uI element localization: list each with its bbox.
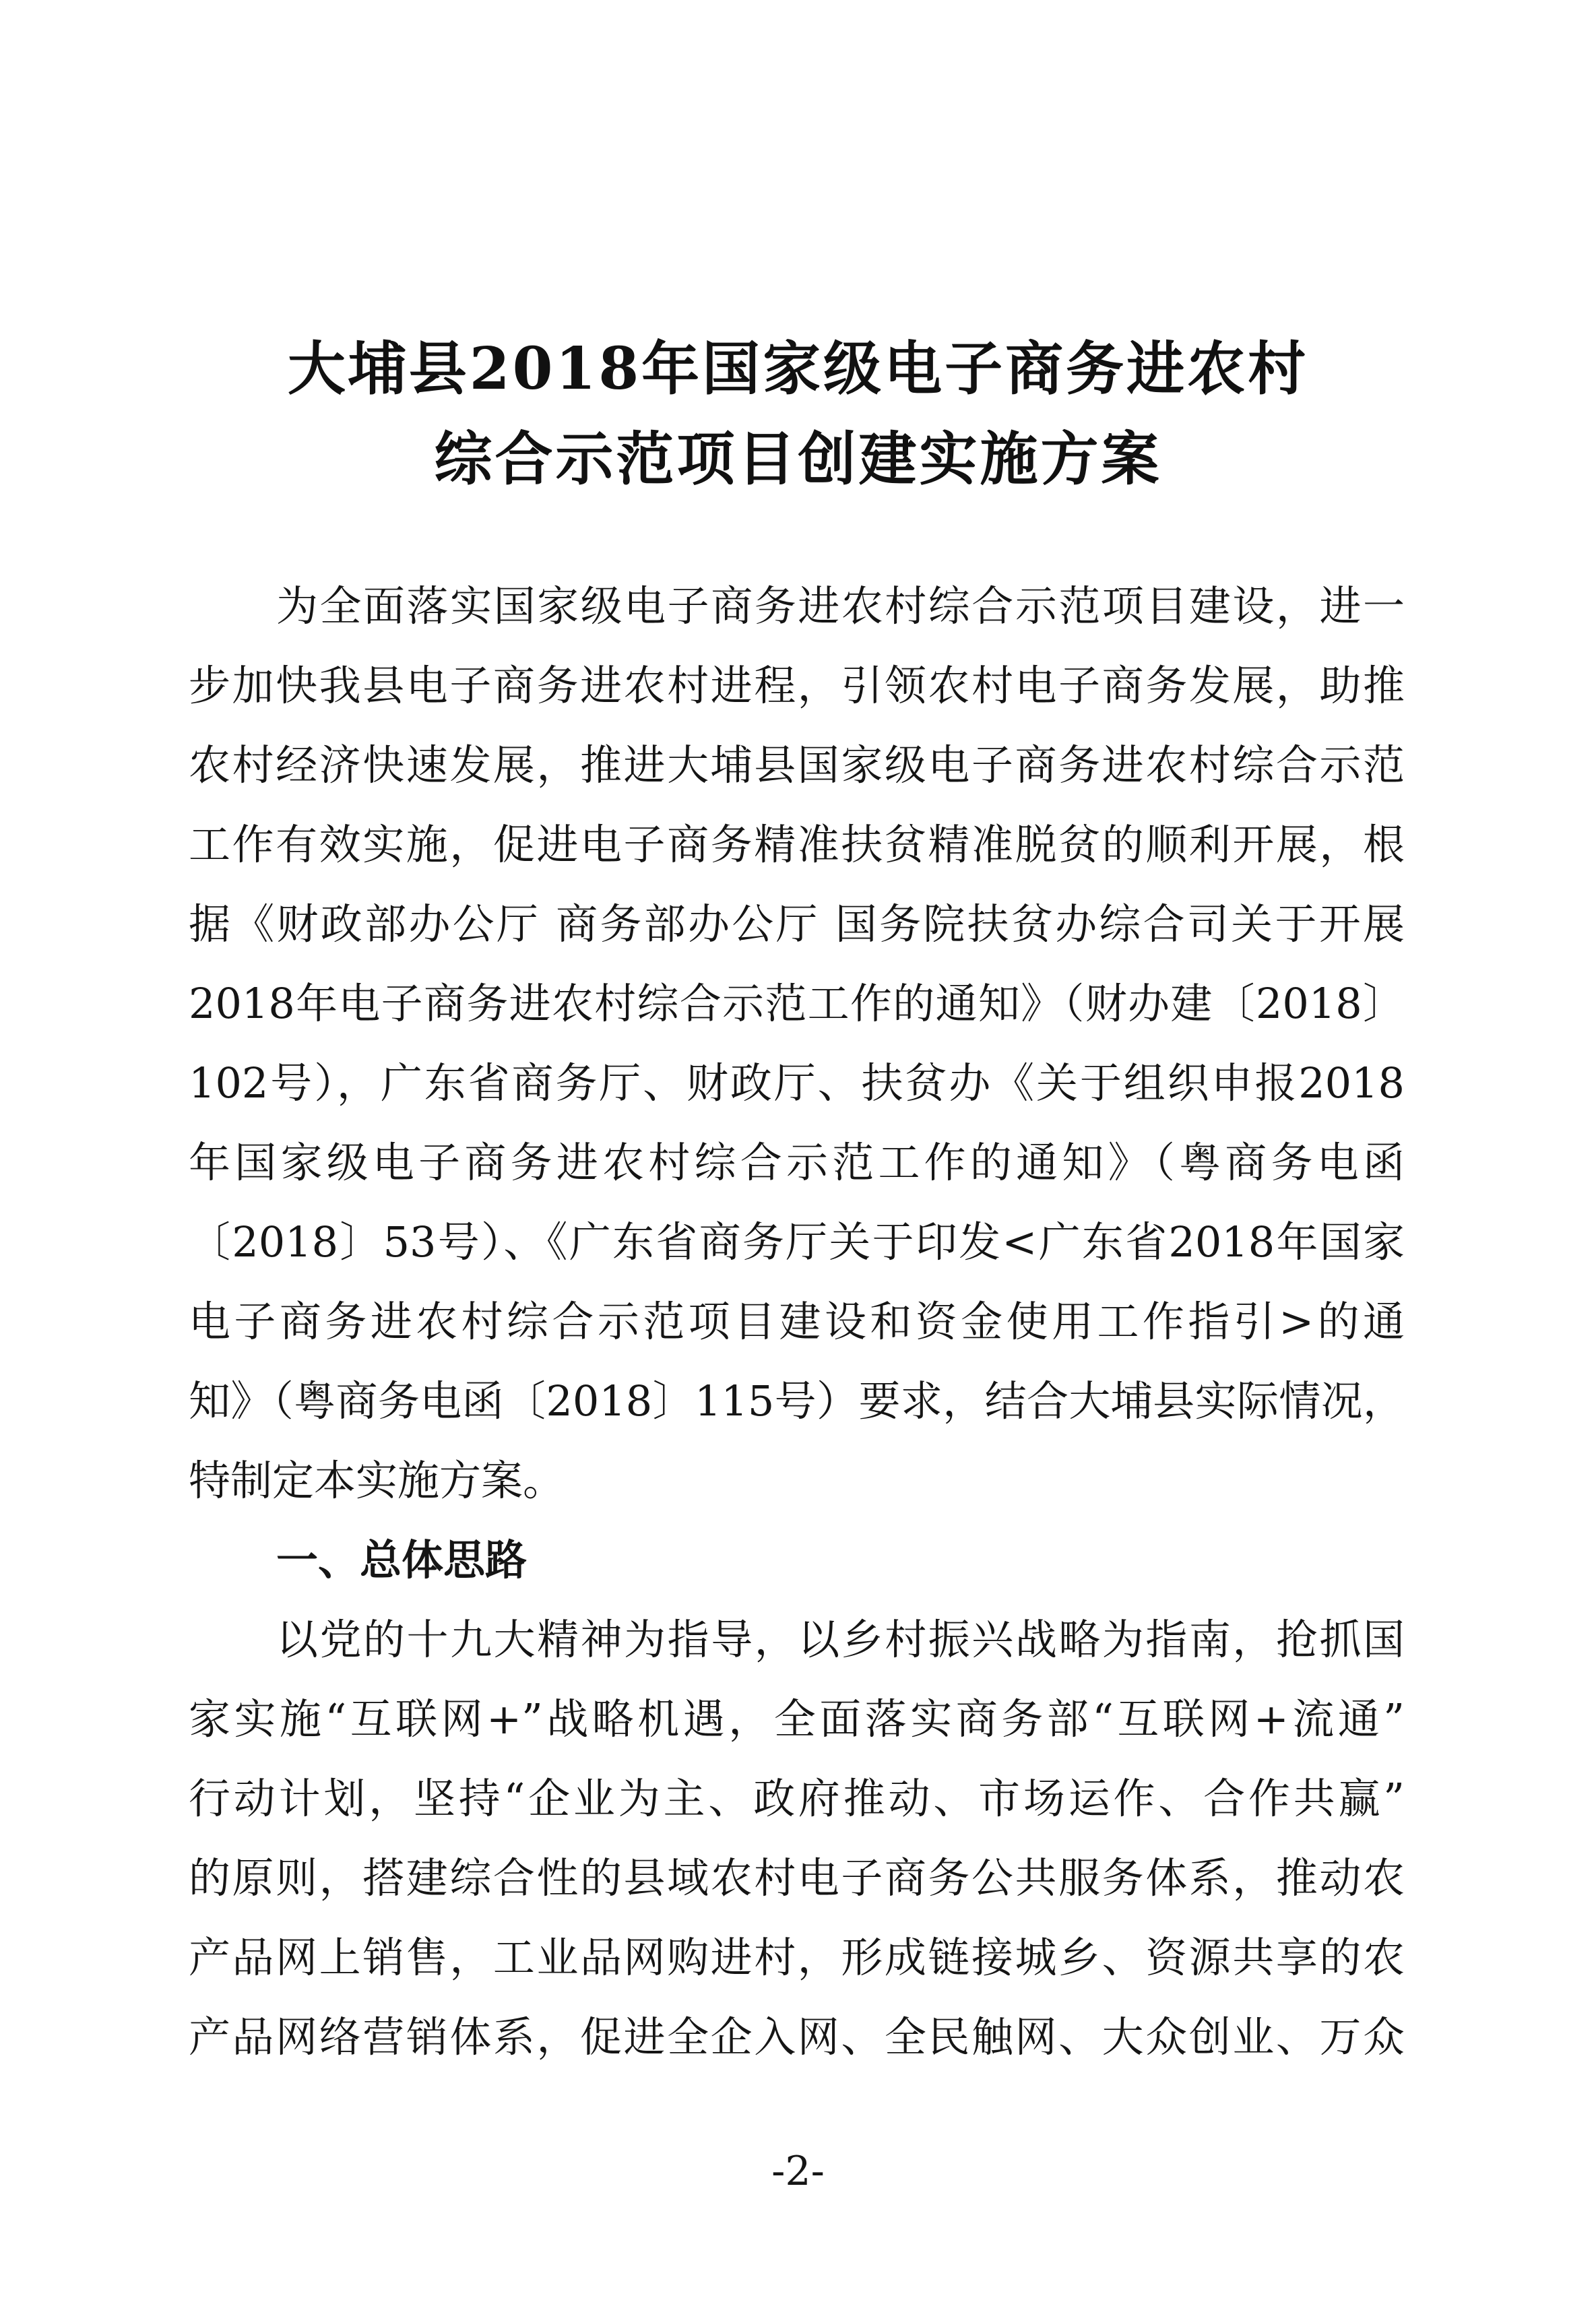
body-line: 步加快我县电子商务进农村进程，引领农村电子商务发展，助推	[189, 661, 1405, 710]
body-line: 特制定本实施方案。	[189, 1456, 565, 1505]
body-line: 的原则，搭建综合性的县域农村电子商务公共服务体系，推动农	[189, 1853, 1405, 1903]
body-line: 产品网上销售，工业品网购进村，形成链接城乡、资源共享的农	[189, 1933, 1405, 1982]
body-line: 家实施“互联网+”战略机遇，全面落实商务部“互联网+流通”	[189, 1694, 1405, 1744]
body-line: 102号），广东省商务厅、财政厅、扶贫办《关于组织申报2018	[189, 1058, 1405, 1108]
body-line: 产品网络营销体系，促进全企入网、全民触网、大众创业、万众	[189, 2012, 1405, 2062]
document-title-line-1: 大埔县2018年国家级电子商务进农村	[287, 335, 1309, 403]
document-title-line-2: 综合示范项目创建实施方案	[434, 425, 1162, 493]
body-line: 农村经济快速发展，推进大埔县国家级电子商务进农村综合示范	[189, 740, 1405, 790]
body-line: 年国家级电子商务进农村综合示范工作的通知》（粤商务电函	[189, 1138, 1405, 1187]
body-line: 为全面落实国家级电子商务进农村综合示范项目建设，进一	[276, 581, 1405, 631]
body-line: 据《财政部办公厅 商务部办公厅 国务院扶贫办综合司关于开展	[189, 899, 1405, 949]
body-line: 〔2018〕53号）、《广东省商务厅关于印发<广东省2018年国家	[189, 1217, 1405, 1267]
section-heading: 一、总体思路	[276, 1535, 528, 1585]
body-line: 以党的十九大精神为指导，以乡村振兴战略为指南，抢抓国	[276, 1615, 1405, 1664]
body-line: 行动计划，坚持“企业为主、政府推动、市场运作、合作共赢”	[189, 1774, 1405, 1823]
body-line: 知》（粤商务电函〔2018〕115号）要求，结合大埔县实际情况，	[189, 1376, 1405, 1426]
page-number: -2-	[771, 2148, 825, 2195]
body-line: 2018年电子商务进农村综合示范工作的通知》（财办建〔2018〕	[189, 979, 1405, 1028]
body-line: 电子商务进农村综合示范项目建设和资金使用工作指引>的通	[189, 1297, 1405, 1346]
body-line: 工作有效实施，促进电子商务精准扶贫精准脱贫的顺利开展，根	[189, 820, 1405, 869]
